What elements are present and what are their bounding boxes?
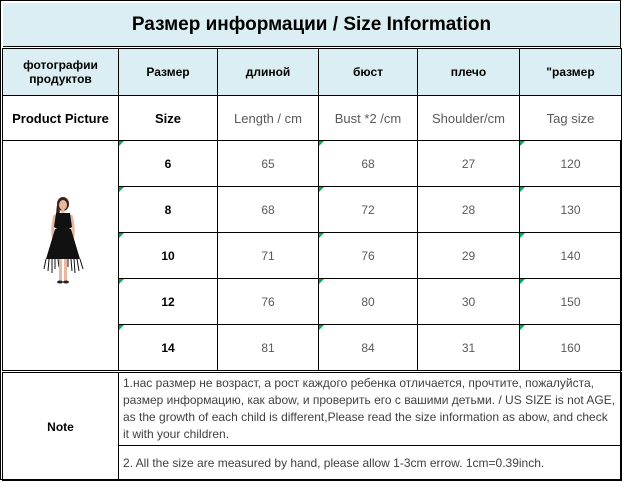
header-product-ru: фотографии продуктов: [3, 49, 119, 96]
header-shoulder-en: Shoulder/cm: [418, 96, 520, 141]
header-bust-en: Bust *2 /cm: [319, 96, 418, 141]
shoulder-cell: 29: [418, 233, 520, 279]
header-length-ru: длиной: [218, 49, 319, 96]
header-row-en: [3, 96, 622, 141]
length-cell: 68: [218, 187, 319, 233]
tag-cell: 140: [520, 233, 622, 279]
tag-cell: 120: [520, 141, 622, 187]
length-cell: 81: [218, 325, 319, 371]
header-tag-ru: "размер: [520, 49, 622, 96]
product-photo-cell: [3, 141, 119, 371]
size-cell: 6: [119, 141, 218, 187]
tag-cell: 130: [520, 187, 622, 233]
shoulder-cell: 30: [418, 279, 520, 325]
tag-cell: 150: [520, 279, 622, 325]
tag-cell: 160: [520, 325, 622, 371]
header-length-en: Length / cm: [218, 96, 319, 141]
size-cell: 14: [119, 325, 218, 371]
size-cell: 8: [119, 187, 218, 233]
header-row-ru: [3, 49, 622, 96]
length-cell: 76: [218, 279, 319, 325]
header-bust-ru: бюст: [319, 49, 418, 96]
product-photo: [28, 193, 98, 289]
size-cell: 10: [119, 233, 218, 279]
header-shoulder-ru: плечо: [418, 49, 520, 96]
size-cell: 12: [119, 279, 218, 325]
header-size-ru: Размер: [119, 49, 218, 96]
note-line-2: 2. All the size are measured by hand, please allow 1-3cm errow. 1cm=0.39inch.: [119, 446, 622, 481]
bust-cell: 76: [319, 233, 418, 279]
header-tag-en: Tag size: [520, 96, 622, 141]
bust-cell: 84: [319, 325, 418, 371]
page-title: Размер информации / Size Information: [3, 3, 620, 47]
header-product-en: Product Picture: [3, 96, 119, 141]
bust-cell: 72: [319, 187, 418, 233]
shoulder-cell: 28: [418, 187, 520, 233]
bust-cell: 68: [319, 141, 418, 187]
length-cell: 65: [218, 141, 319, 187]
note-line-1: 1.нас размер не возраст, а рост каждого ребенка отличается, прочтите, пожалуйста, размер информацию, как abow, и проверить его с вашими детьми. / US SIZE is not AGE, as the growth of each child is different,Please read the size information as abow, and check it with your children.: [119, 373, 622, 446]
shoulder-cell: 27: [418, 141, 520, 187]
note-label: Note: [3, 373, 119, 481]
table-row: [3, 141, 622, 187]
size-table: [2, 48, 622, 371]
length-cell: 71: [218, 233, 319, 279]
notes-table: [2, 372, 622, 481]
bust-cell: 80: [319, 279, 418, 325]
header-size-en: Size: [119, 96, 218, 141]
shoulder-cell: 31: [418, 325, 520, 371]
